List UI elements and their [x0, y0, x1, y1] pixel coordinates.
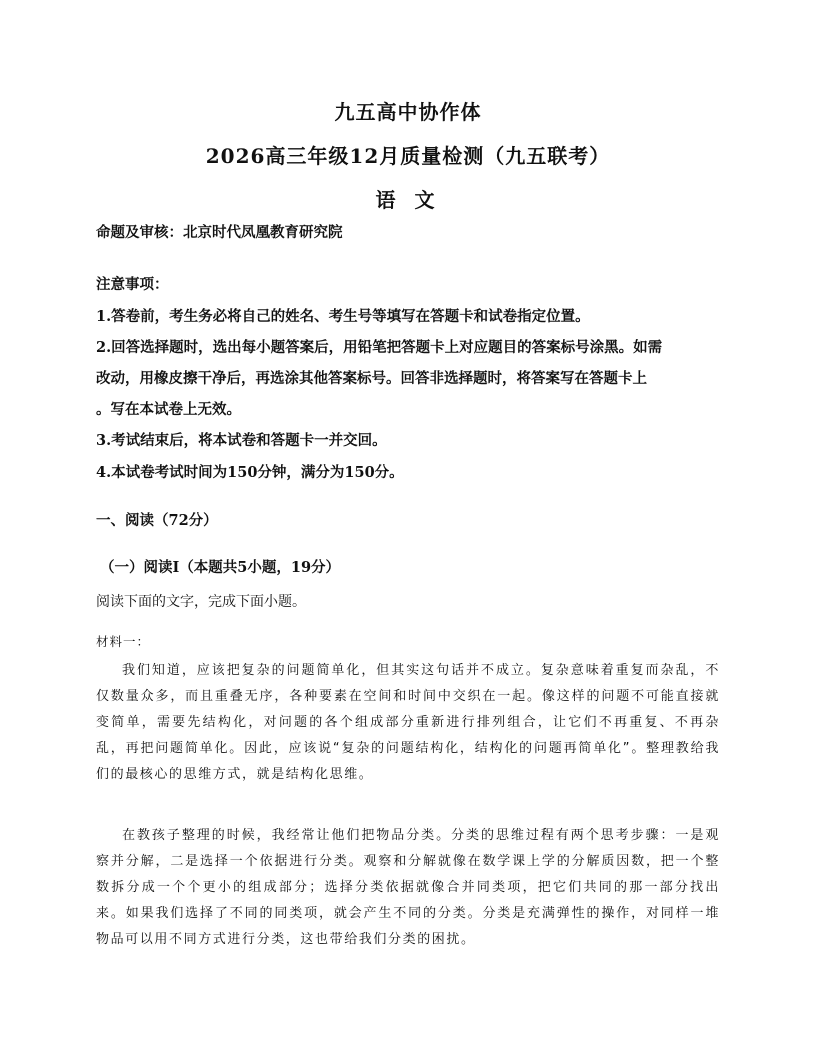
- notice-item-2-line-1: 2.回答选择题时，选出每小题答案后，用铅笔把答题卡上对应题目的答案标号涂黑。如需: [96, 339, 663, 356]
- notice-item-2-line-3: 。写在本试卷上无效。: [96, 401, 241, 418]
- section-heading: 一、阅读（72分）: [96, 512, 218, 529]
- subsection-heading: （一）阅读Ⅰ（本题共5小题，19分）: [100, 559, 341, 576]
- notice-item-2-line-2: 改动，用橡皮擦干净后，再选涂其他答案标号。回答非选择题时，将答案写在答题卡上: [96, 370, 647, 387]
- notice-item-1: 1.答卷前，考生务必将自己的姓名、考生号等填写在答题卡和试卷指定位置。: [96, 308, 590, 325]
- material-paragraph-1: 我们知道，应该把复杂的问题简单化，但其实这句话并不成立。复杂意味着重复而杂乱，不仅数量众多，而且重叠无序，各种要素在空间和时间中交织在一起。像这样的问题不可能直接就变简单，需要先结构化，对问题的各个组成部分重新进行排列组合，让它们不再重复、不再杂乱，再把问题简单化。因此，应该说“复杂的问题结构化，结构化的问题再简单化”。整理教给我们的最核心的思维方式，就是结构化思维。: [96, 663, 720, 782]
- author-line: 命题及审核：北京时代凤凰教育研究院: [96, 224, 343, 241]
- material-paragraph-2: 在教孩子整理的时候，我经常让他们把物品分类。分类的思维过程有两个思考步骤：一是观察并分解，二是选择一个依据进行分类。观察和分解就像在数学课上学的分解质因数，把一个整数拆分成一个个更小的组成部分；选择分类依据就像合并同类项，把它们共同的那一部分找出来。如果我们选择了不同的同类项，就会产生不同的分类。分类是充满弹性的操作，对同样一堆物品可以用不同方式进行分类，这也带给我们分类的困扰。: [96, 828, 720, 947]
- notice-item-3: 3.考试结束后，将本试卷和答题卡一并交回。: [96, 432, 387, 449]
- reading-instruction: 阅读下面的文字，完成下面小题。: [96, 594, 306, 610]
- exam-title: 2026高三年级12月质量检测（九五联考）: [205, 144, 611, 168]
- material-label: 材料一：: [96, 634, 151, 649]
- org-title: 九五高中协作体: [334, 100, 482, 124]
- notice-heading: 注意事项：: [96, 276, 169, 293]
- notice-item-4: 4.本试卷考试时间为150分钟，满分为150分。: [96, 464, 404, 481]
- subject-title: 语 文: [375, 188, 441, 212]
